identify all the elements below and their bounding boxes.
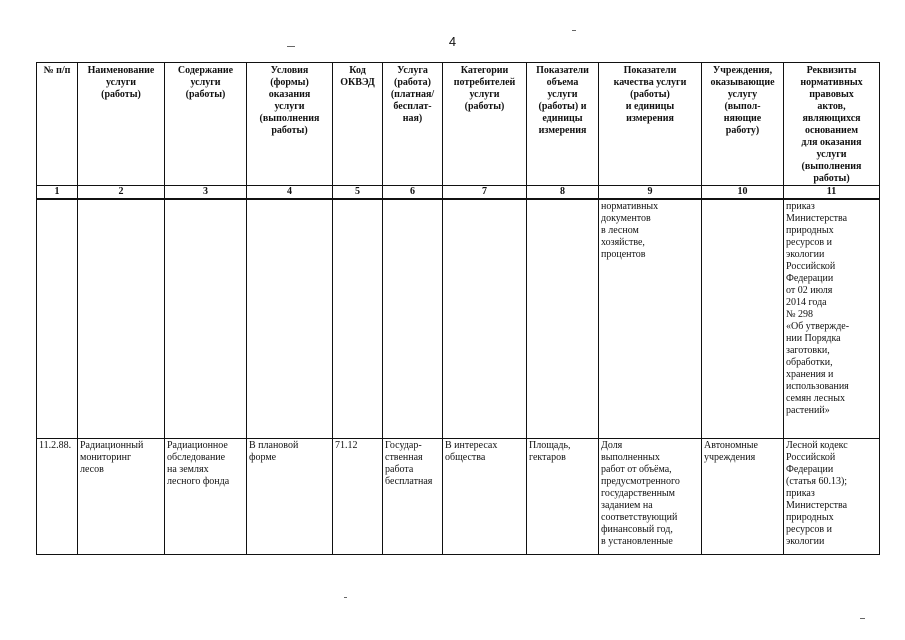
page-number: 4 bbox=[448, 34, 457, 49]
header-cell: Наименование услуги (работы) bbox=[78, 63, 165, 186]
header-cell: Категории потребителей услуги (работы) bbox=[443, 63, 527, 186]
header-row bbox=[37, 63, 880, 186]
table-cell bbox=[247, 199, 333, 439]
header-cell: Услуга (работа) (платная/ бесплат- ная) bbox=[383, 63, 443, 186]
volume-indicator-cell: Площадь, гектаров bbox=[527, 439, 599, 555]
table-cell bbox=[333, 199, 383, 439]
legal-basis-cell: приказ Министерства природных ресурсов и экологии Российской Федерации от 02 июля 2014 года № 298 «Об утвержде- нии Порядка заготовки, обработки, хранения и использования семян лесных растений» bbox=[784, 199, 880, 439]
column-number: 3 bbox=[165, 186, 247, 200]
quality-indicator-cell: Доля выполненных работ от объёма, предусмотренного государственным заданием на соответствующий финансовый год, в установленные bbox=[599, 439, 702, 555]
services-table bbox=[36, 62, 880, 555]
table-cell bbox=[37, 199, 78, 439]
header-cell: Учреждения, оказывающие услугу (выпол- няющие работу) bbox=[702, 63, 784, 186]
scan-speck bbox=[287, 46, 295, 47]
scan-speck bbox=[860, 618, 865, 619]
column-number: 7 bbox=[443, 186, 527, 200]
column-number: 8 bbox=[527, 186, 599, 200]
service-conditions-cell: В плановой форме bbox=[247, 439, 333, 555]
column-number: 6 bbox=[383, 186, 443, 200]
table-cell bbox=[78, 199, 165, 439]
header-cell: Показатели качества услуги (работы) и единицы измерения bbox=[599, 63, 702, 186]
service-name-cell: Радиационный мониторинг лесов bbox=[78, 439, 165, 555]
column-number: 4 bbox=[247, 186, 333, 200]
table-cell bbox=[443, 199, 527, 439]
okved-code-cell: 71.12 bbox=[333, 439, 383, 555]
scan-speck bbox=[572, 30, 576, 31]
service-content-cell: Радиационное обследование на землях лесного фонда bbox=[165, 439, 247, 555]
table-cell bbox=[702, 199, 784, 439]
table-cell bbox=[165, 199, 247, 439]
legal-basis-cell: Лесной кодекс Российской Федерации (статья 60.13); приказ Министерства природных ресурсов и экологии bbox=[784, 439, 880, 555]
row-number-cell: 11.2.88. bbox=[37, 439, 78, 555]
column-number: 5 bbox=[333, 186, 383, 200]
header-cell: Реквизиты нормативных правовых актов, являющихся основанием для оказания услуги (выполнения работы) bbox=[784, 63, 880, 186]
column-number: 10 bbox=[702, 186, 784, 200]
header-cell: Показатели объема услуги (работы) и единицы измерения bbox=[527, 63, 599, 186]
consumer-category-cell: В интересах общества bbox=[443, 439, 527, 555]
table-row bbox=[37, 439, 880, 555]
table-cell bbox=[527, 199, 599, 439]
column-number: 1 bbox=[37, 186, 78, 200]
institutions-cell: Автономные учреждения bbox=[702, 439, 784, 555]
column-number: 2 bbox=[78, 186, 165, 200]
column-number: 9 bbox=[599, 186, 702, 200]
header-cell: Условия (формы) оказания услуги (выполнения работы) bbox=[247, 63, 333, 186]
header-cell: Код ОКВЭД bbox=[333, 63, 383, 186]
column-number-row bbox=[37, 186, 880, 200]
column-number: 11 bbox=[784, 186, 880, 200]
service-type-cell: Государ- ственная работа бесплатная bbox=[383, 439, 443, 555]
table-row bbox=[37, 199, 880, 439]
table-cell bbox=[383, 199, 443, 439]
scan-speck bbox=[344, 597, 347, 598]
quality-indicator-cell: нормативных документов в лесном хозяйстве, процентов bbox=[599, 199, 702, 439]
header-cell: № п/п bbox=[37, 63, 78, 186]
header-cell: Содержание услуги (работы) bbox=[165, 63, 247, 186]
